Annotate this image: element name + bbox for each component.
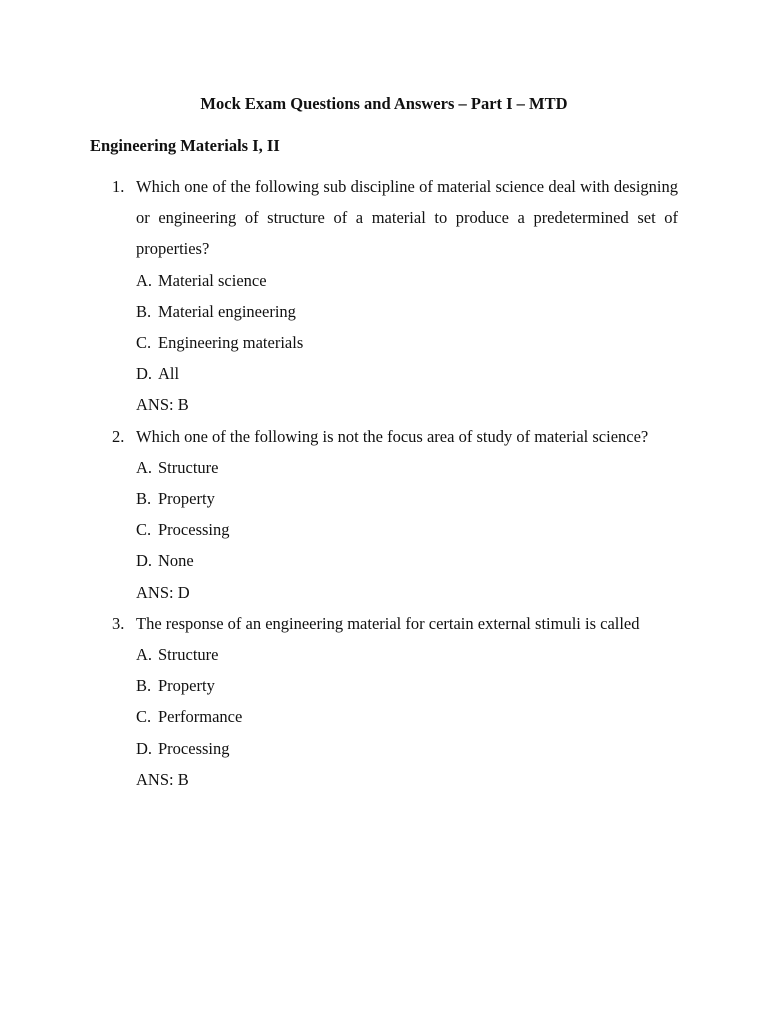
option-letter: B. [136,489,152,509]
option-text: Structure [158,457,219,477]
option-text: Property [158,676,215,696]
option-d [136,545,768,576]
question-number: 1. [112,177,125,196]
option-a [136,265,768,296]
question-number: 3. [112,613,125,633]
option-text: Engineering materials [158,333,304,353]
option-letter: B. [136,301,152,321]
question-number: 2. [112,426,125,446]
question-3 [0,608,768,795]
option-letter: D. [136,551,153,571]
option-letter: A. [136,645,153,665]
answer-key: ANS: B [136,395,189,415]
option-letter: C. [136,707,152,727]
option-letter: D. [136,738,153,758]
question-text: The response of an engineering material for certain external stimuli is called [136,613,640,633]
option-a [136,452,768,483]
option-text: Material engineering [158,301,296,321]
option-text: Processing [158,738,230,758]
option-b [136,296,768,327]
question-text: Which one of the following is not the focus area of study of material science? [136,426,649,446]
section-heading: Engineering Materials I, II [90,136,280,155]
question-text: Which one of the following sub discipline of material science deal with designing or engineering of structure of a material to produce a predetermined set of properties? [136,177,678,259]
option-text: Property [158,489,215,509]
option-letter: A. [136,270,153,290]
option-d [136,358,768,389]
option-d [136,733,768,764]
option-b [136,483,768,514]
option-text: Performance [158,707,243,727]
option-text: All [158,364,180,384]
option-letter: D. [136,364,153,384]
option-c [136,701,768,732]
option-a [136,639,768,670]
option-c [136,327,768,358]
option-c [136,514,768,545]
option-text: None [158,551,194,571]
option-b [136,670,768,701]
question-1 [0,171,768,421]
option-letter: C. [136,520,152,540]
option-letter: B. [136,676,152,696]
answer-key: ANS: B [136,769,189,789]
option-letter: C. [136,333,152,353]
option-letter: A. [136,457,153,477]
option-text: Processing [158,520,230,540]
option-text: Material science [158,270,267,290]
answer-key: ANS: D [136,582,190,602]
option-text: Structure [158,645,219,665]
question-2 [0,421,768,608]
page-title: Mock Exam Questions and Answers – Part I – MTD [200,94,568,113]
question-list [0,171,768,795]
